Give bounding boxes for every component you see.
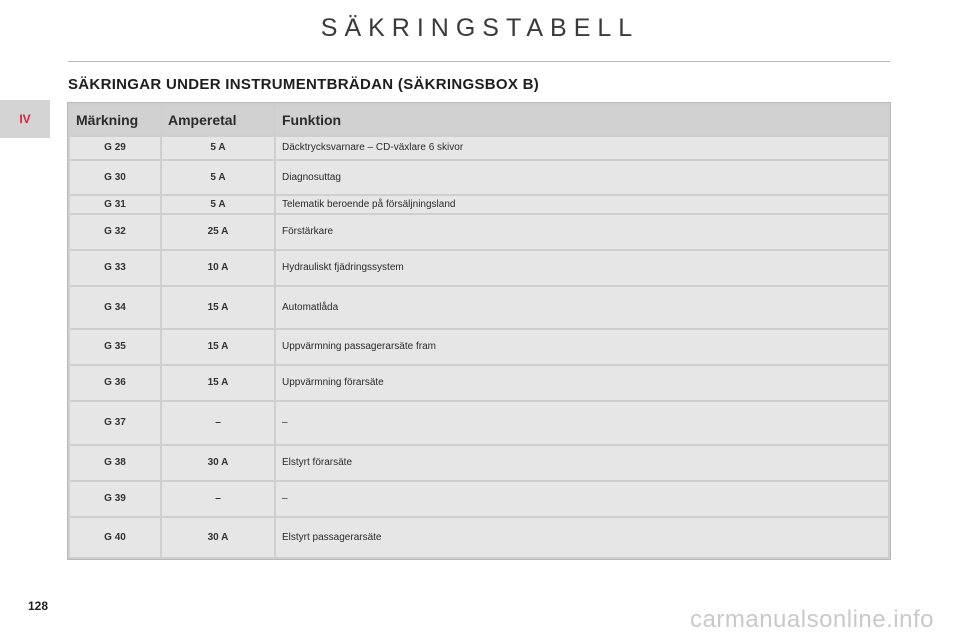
fuse-function: Elstyrt förarsäte	[276, 446, 888, 480]
fuse-code: G 30	[70, 161, 160, 194]
table-row	[70, 251, 888, 285]
fuse-function: –	[276, 402, 888, 444]
chapter-tab	[0, 100, 50, 138]
fuse-function: Automatlåda	[276, 287, 888, 328]
fuse-code: G 37	[70, 402, 160, 444]
table-row	[70, 287, 888, 328]
page-number: 128	[28, 599, 49, 613]
fuse-function: Telematik beroende på försäljningsland	[276, 196, 888, 213]
table-row	[70, 366, 888, 400]
fuse-function: Uppvärmning passagerarsäte fram	[276, 330, 888, 364]
header-amperage: Amperetal	[162, 105, 274, 135]
fuse-amperage: 15 A	[162, 366, 274, 400]
fuse-code: G 31	[70, 196, 160, 213]
fuse-code: G 36	[70, 366, 160, 400]
fuse-function: Hydrauliskt fjädringssystem	[276, 251, 888, 285]
fuse-function: Förstärkare	[276, 215, 888, 249]
section-heading: SÄKRINGAR UNDER INSTRUMENTBRÄDAN (SÄKRINGSBOX B)	[68, 76, 540, 93]
fuse-amperage: 25 A	[162, 215, 274, 249]
fuse-amperage: 30 A	[162, 518, 274, 557]
fuse-code: G 33	[70, 251, 160, 285]
fuse-function: Däcktrycksvarnare – CD-växlare 6 skivor	[276, 137, 888, 159]
fuse-code: G 40	[70, 518, 160, 557]
fuse-code: G 29	[70, 137, 160, 159]
page-title: SÄKRINGSTABELL	[320, 14, 640, 42]
fuse-amperage: 15 A	[162, 287, 274, 328]
fuse-amperage: 15 A	[162, 330, 274, 364]
fuse-amperage: 5 A	[162, 161, 274, 194]
chapter-tab-label: IV	[19, 112, 31, 126]
fuse-function: –	[276, 482, 888, 516]
table-row	[70, 161, 888, 194]
table-row	[70, 446, 888, 480]
fuse-code: G 35	[70, 330, 160, 364]
table-row	[70, 196, 888, 213]
fuse-amperage: –	[162, 482, 274, 516]
fuse-function: Diagnosuttag	[276, 161, 888, 194]
fuse-function: Uppvärmning förarsäte	[276, 366, 888, 400]
table-row	[70, 482, 888, 516]
header-function: Funktion	[276, 105, 888, 135]
fuse-amperage: 30 A	[162, 446, 274, 480]
table-row	[70, 215, 888, 249]
fuse-code: G 38	[70, 446, 160, 480]
fuse-code: G 39	[70, 482, 160, 516]
watermark: carmanualsonline.info	[690, 606, 934, 633]
fuse-amperage: 5 A	[162, 137, 274, 159]
fuse-code: G 34	[70, 287, 160, 328]
fuse-amperage: –	[162, 402, 274, 444]
table-row	[70, 330, 888, 364]
table-row	[70, 518, 888, 557]
fuse-table	[68, 103, 890, 559]
header-marking: Märkning	[70, 105, 160, 135]
fuse-amperage: 5 A	[162, 196, 274, 213]
fuse-code: G 32	[70, 215, 160, 249]
table-row	[70, 137, 888, 159]
fuse-amperage: 10 A	[162, 251, 274, 285]
table-row	[70, 402, 888, 444]
title-divider	[68, 61, 890, 62]
fuse-table-container	[67, 102, 891, 560]
fuse-function: Elstyrt passagerarsäte	[276, 518, 888, 557]
table-header-row	[70, 105, 888, 135]
